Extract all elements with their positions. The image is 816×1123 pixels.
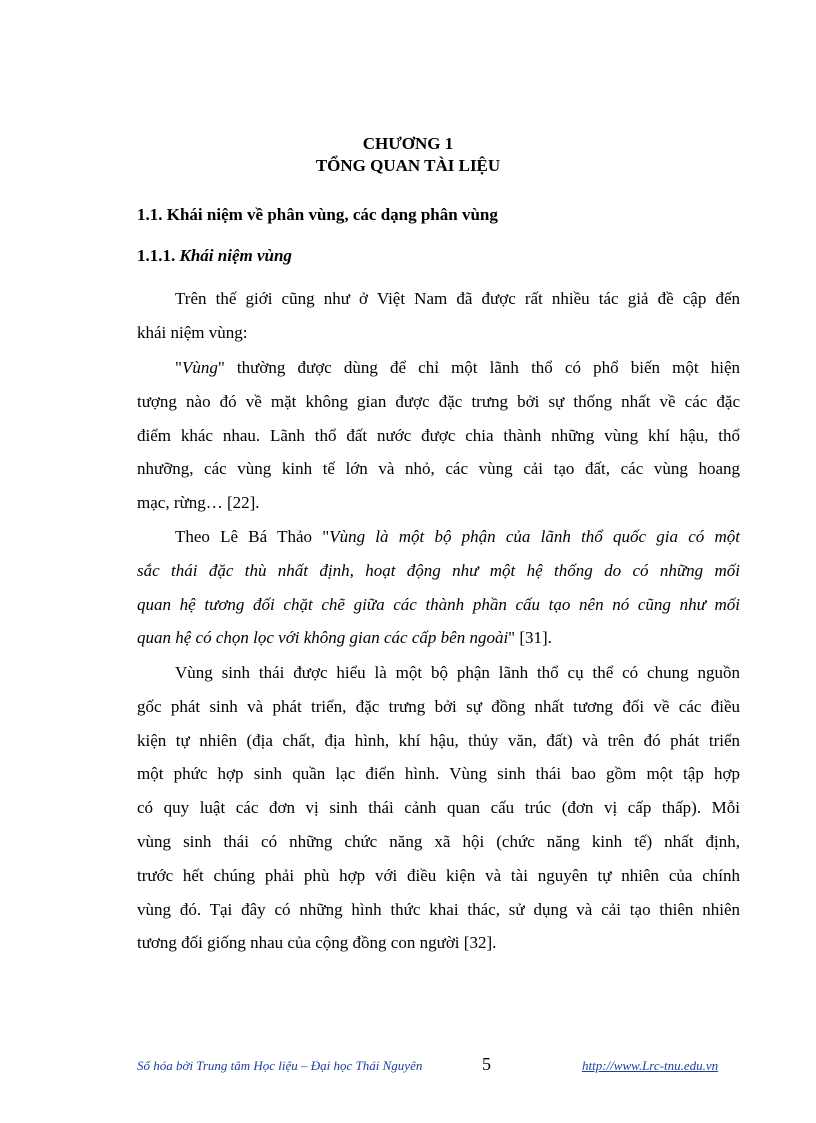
text-line: kiện tự nhiên (địa chất, địa hình, khí hậu, thủy văn, đất) và trên đó phát triển — [137, 730, 740, 750]
text-line: Trên thế giới cũng như ở Việt Nam đã được rất nhiều tác giả đề cập đến — [175, 289, 740, 308]
text-line: "Vùng" thường được dùng để chỉ một lãnh thổ có phổ biến một hiện — [175, 358, 740, 377]
text-line: nhưỡng, các vùng kinh tế lớn và nhỏ, các vùng cải tạo đất, các vùng hoang — [137, 459, 740, 479]
text-line: quan hệ tương đối chặt chẽ giữa các thành phần cấu tạo nên nó cũng như mối — [137, 594, 740, 614]
subsection-number: 1.1.1. — [137, 246, 176, 265]
section-heading: 1.1. Khái niệm về phân vùng, các dạng phân vùng — [137, 205, 498, 224]
paragraph-2 — [137, 351, 740, 520]
text-line: vùng đó. Tại đây có những hình thức khai thác, sử dụng và cải tạo thiên nhiên — [137, 899, 740, 919]
text-line: quan hệ có chọn lọc với không gian các cấp bên ngoài" [31]. — [137, 628, 552, 648]
page-number: 5 — [482, 1054, 491, 1074]
text-line: trước hết chúng phải phù hợp với điều kiện và tài nguyên tự nhiên của chính — [137, 865, 740, 885]
subsection-heading — [137, 246, 292, 266]
footer-url-link[interactable]: http://www.Lrc-tnu.edu.vn — [582, 1058, 719, 1073]
paragraph-3 — [137, 520, 740, 655]
footer-credit: Số hóa bởi Trung tâm Học liệu – Đại học Thái Nguyên — [137, 1058, 423, 1073]
text-line: điểm khác nhau. Lãnh thổ đất nước được chia thành những vùng khí hậu, thổ — [137, 425, 740, 445]
chapter-title: TỔNG QUAN TÀI LIỆU — [315, 156, 501, 175]
text-line: Theo Lê Bá Thảo "Vùng là một bộ phận của lãnh thổ quốc gia có một — [175, 527, 740, 546]
text-line: một phức hợp sinh quần lạc điển hình. Vùng sinh thái bao gồm một tập hợp — [137, 764, 740, 784]
text-line: tương đối giống nhau của cộng đồng con người [32]. — [137, 933, 497, 953]
chapter-number: CHƯƠNG 1 — [362, 134, 454, 153]
text-line: Vùng sinh thái được hiểu là một bộ phận lãnh thổ cụ thể có chung nguồn — [175, 663, 740, 682]
term-vung: Vùng — [181, 358, 218, 377]
text-line: tượng nào đó về mặt không gian được đặc trưng bởi sự thống nhất về các đặc — [137, 391, 740, 411]
paragraph-4 — [137, 656, 740, 960]
text-line: vùng sinh thái có những chức năng xã hội (chức năng kinh tế) nhất định, — [137, 831, 740, 851]
text-line: khái niệm vùng: — [137, 322, 248, 342]
paragraph-1 — [137, 282, 740, 350]
subsection-title: Khái niệm vùng — [179, 246, 292, 265]
text-line: gốc phát sinh và phát triển, đặc trưng bởi sự đồng nhất tương đối về các điều — [137, 696, 740, 716]
text-line: mạc, rừng… [22]. — [137, 493, 260, 513]
text-line: sắc thái đặc thù nhất định, hoạt động như một hệ thống do có những mối — [137, 560, 740, 580]
text-line: có quy luật các đơn vị sinh thái cảnh quan cấu trúc (đơn vị cấp thấp). Mỗi — [137, 798, 740, 818]
